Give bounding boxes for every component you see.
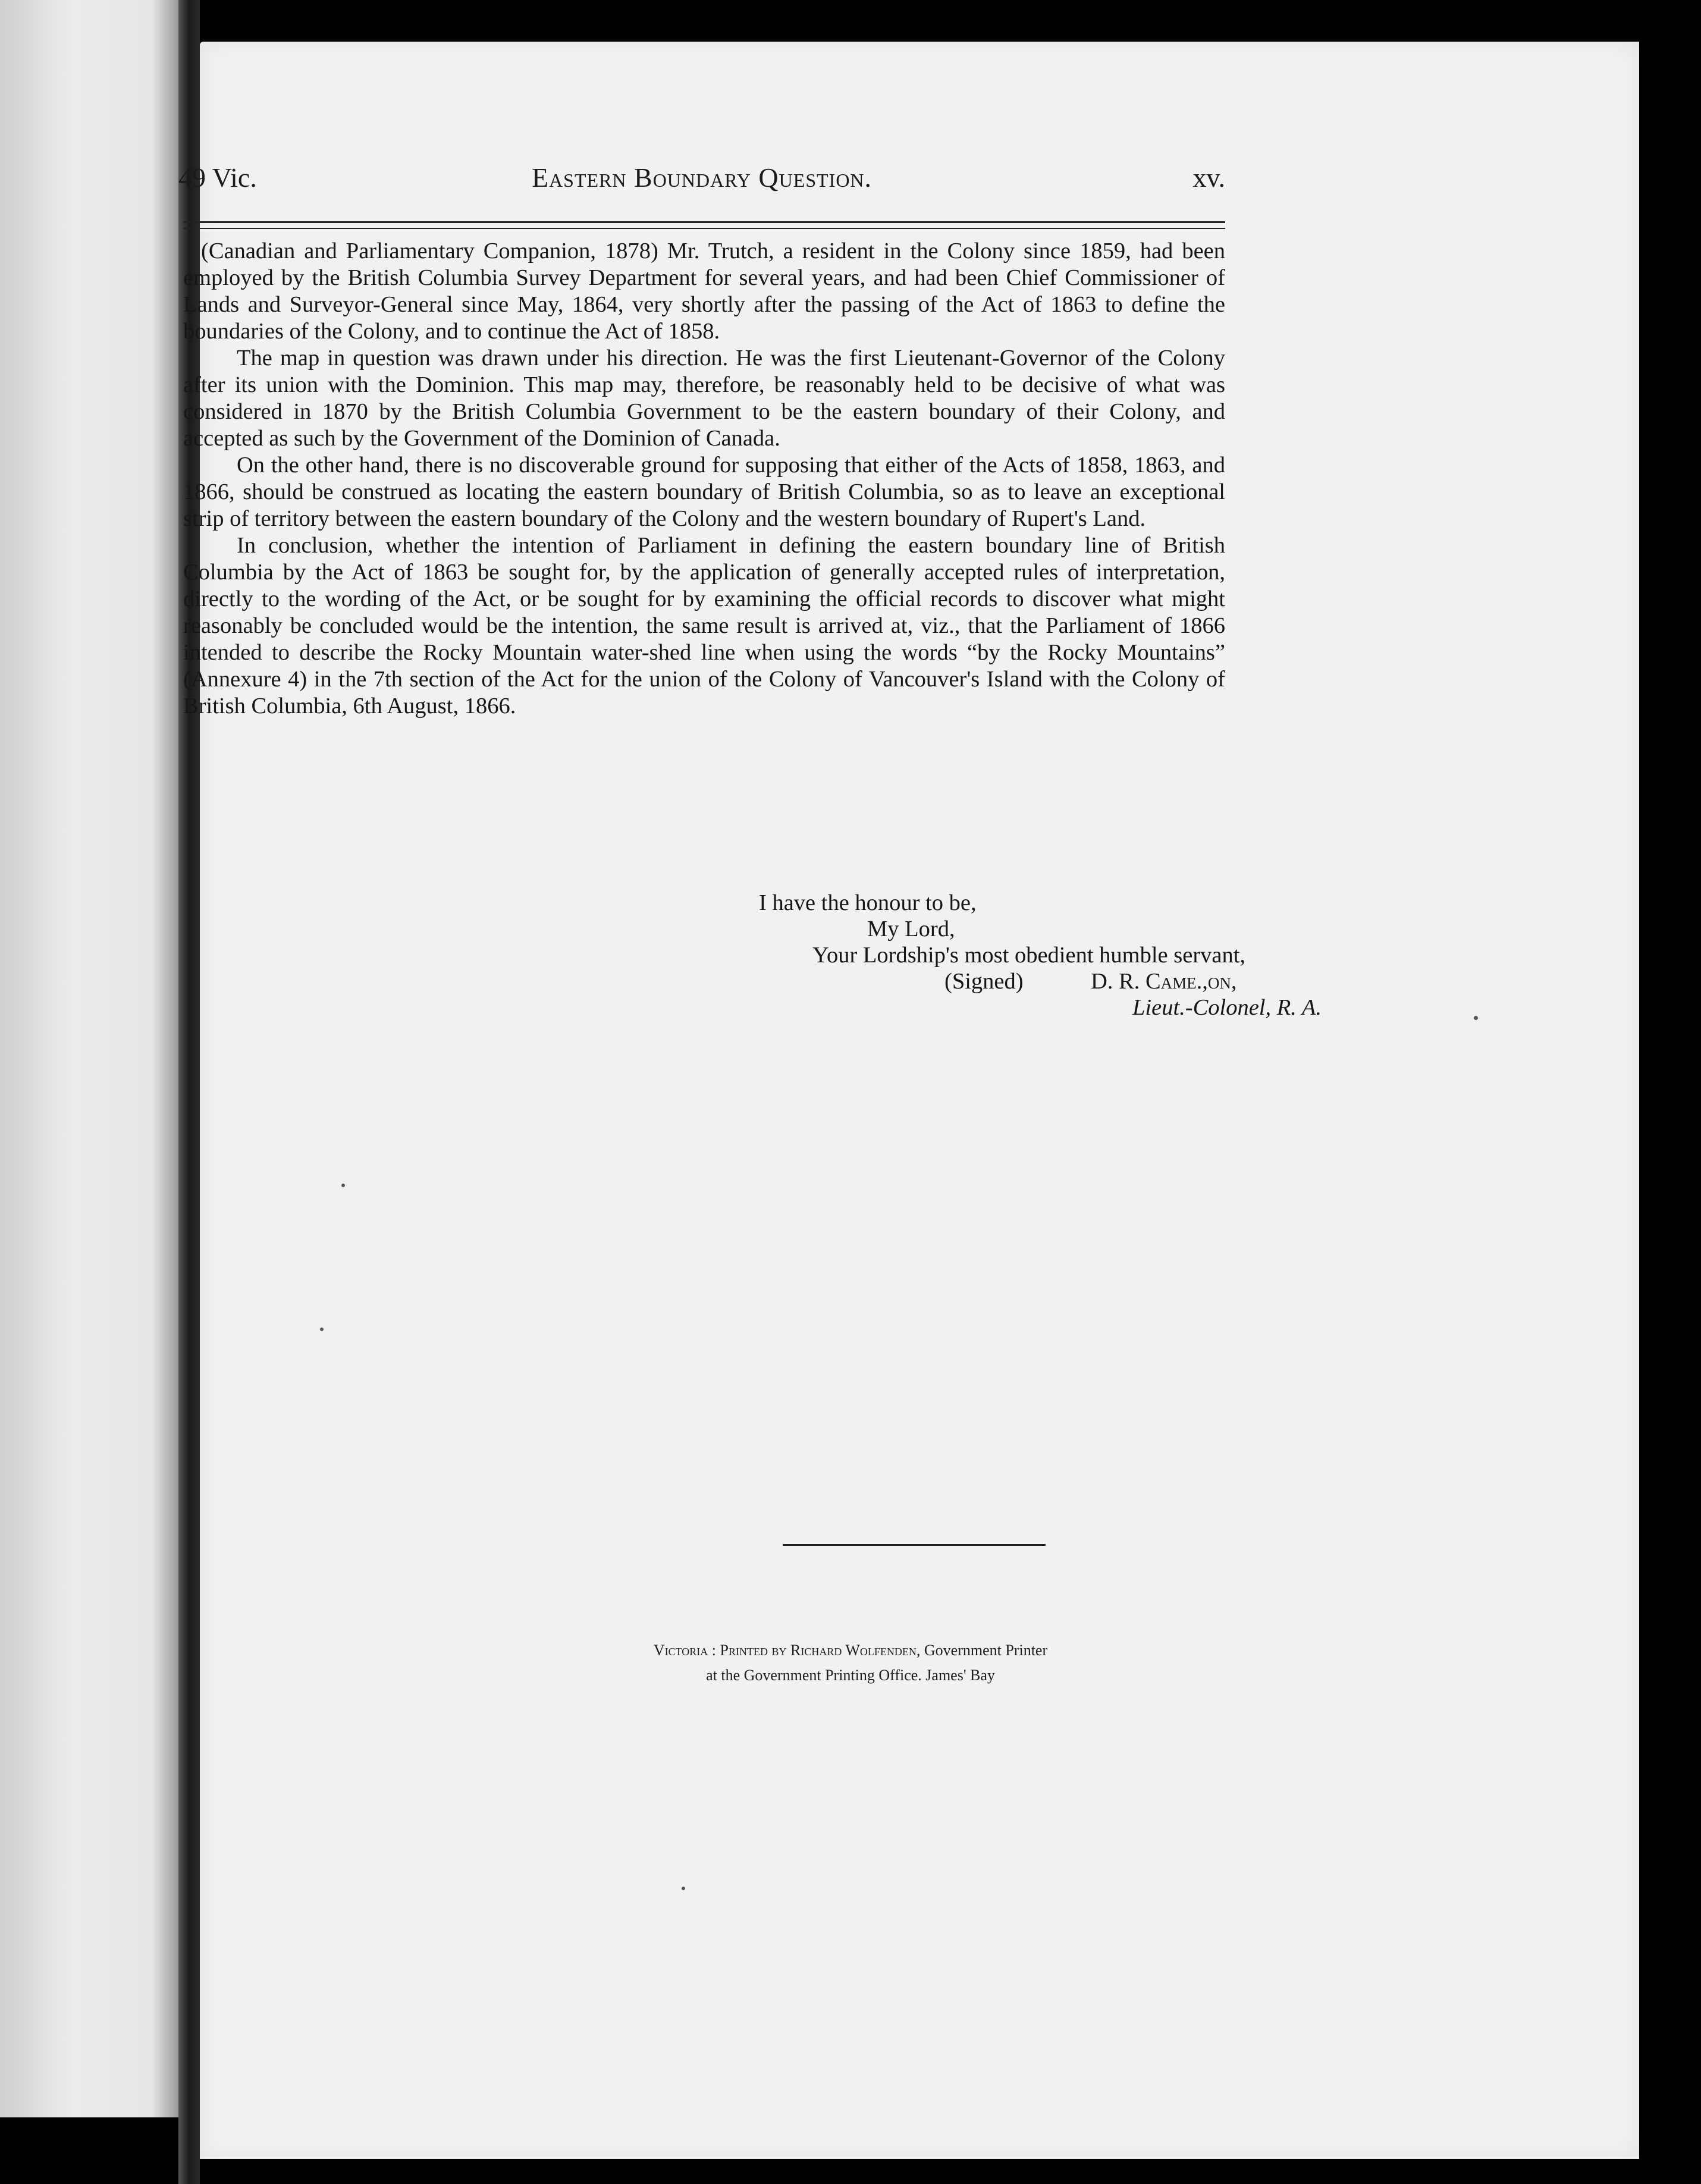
paragraph: On the other hand, there is no discoverable ground for supposing that either of the Acts of 1858, 1863, and 1866, should be construed as locating the eastern boundary of British Columbia, so as to leave an exceptional strip of territory between the eastern boundary of the Colony and the western boundary of Rupert's Land. [183,453,1225,531]
header-title: Eastern Boundary Question. [531,162,873,193]
header-double-rule [183,221,1225,229]
paper-speck [341,1184,345,1187]
paragraph: (Canadian and Parliamentary Companion, 1878) Mr. Trutch, a resident in the Colony since 1859, had been employed by the British Columbia Survey Department for several years, and had been Chief Commissioner of Lands and Surveyor-General since May, 1864, very shortly after the passing of the Act of 1863 to define the boundaries of the Colony, and to continue the Act of 1858. [183,239,1225,344]
header-page-number: xv. [1192,162,1225,193]
header-volume: 49 Vic. [178,162,257,193]
printer-imprint-line-1: Victoria : Printed by Richard Wolfenden, Government Printer [653,1642,1048,1659]
closing-line: Your Lordship's most obedient humble servant, [812,943,1246,968]
closing-salutation: My Lord, [867,917,955,942]
printer-name: Richard Wolfenden, [790,1642,921,1659]
paper-speck [320,1328,324,1331]
paper-speck [1474,1016,1478,1020]
paper-speck [682,1887,685,1890]
paragraph: In conclusion, whether the intention of Parliament in defining the eastern boundary line of British Columbia by the Act of 1863 be sought for, by the application of generally accepted rules of interpretation, directly to the wording of the Act, or be sought for by examining the official records to discover what might reasonably be concluded would be the intention, the same result is arrived at, viz., that the Parliament of 1866 intended to describe the Rocky Mountain water-shed line when using the words “by the Rocky Mountains” (Annexure 4) in the 7th section of the Act for the union of the Colony of Vancouver's Island with the Colony of British Columbia, 6th August, 1866. [183,533,1225,718]
paragraph: The map in question was drawn under his direction. He was the first Lieutenant-Governor of the Colony after its union with the Dominion. This map may, therefore, be reasonably held to be decisive of what was considered in 1870 by the British Columbia Government to be the eastern boundary of their Colony, and accepted as such by the Government of the Dominion of Canada. [183,346,1225,451]
printer-imprint-line-2: at the Government Printing Office. James' Bay [706,1667,995,1684]
signatory-name: D. R. Came.,on, [1091,969,1237,994]
signed-label: (Signed) [944,969,1024,994]
facing-page-edge [0,0,178,2117]
closing-line: I have the honour to be, [759,890,977,915]
closing-rule [783,1544,1046,1546]
body-text [183,238,1225,720]
running-header [178,162,1225,203]
signatory-rank: Lieut.-Colonel, R. A. [1132,995,1322,1020]
